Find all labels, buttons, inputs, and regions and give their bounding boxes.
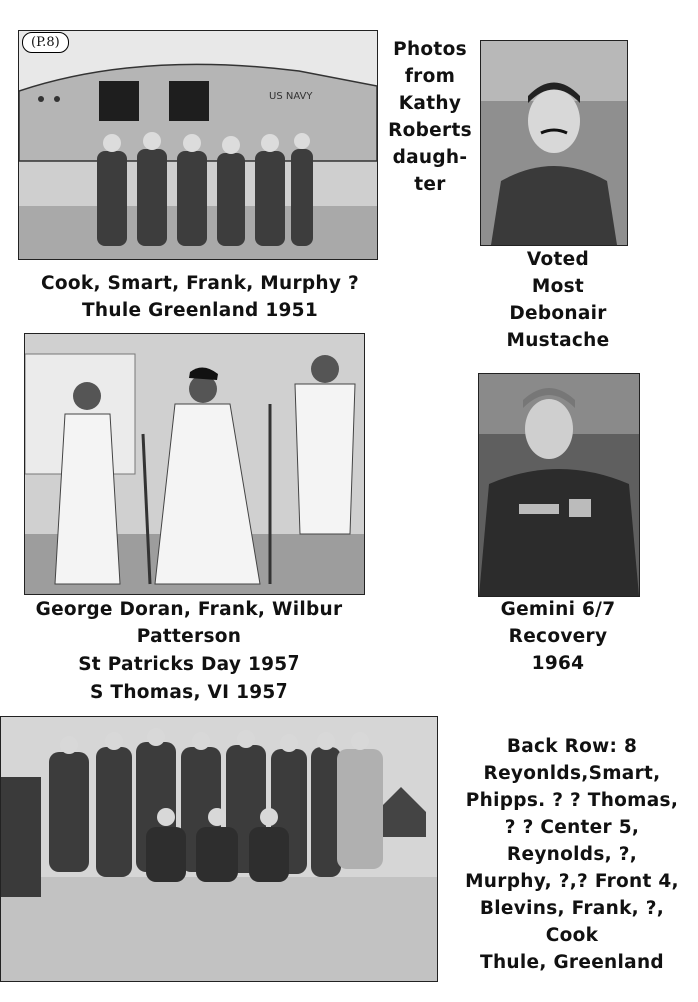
caption-text: St Patricks Day 195 <box>78 654 288 675</box>
caption-line <box>0 678 378 706</box>
photos-from-line: Photos <box>393 39 467 60</box>
caption-line: Cook, Smart, Frank, Murphy ? <box>40 273 360 294</box>
caption-line: Patterson <box>136 626 242 647</box>
caption-line: Reyonlds,Smart, <box>483 763 661 784</box>
caption-line: Back Row: 8 <box>506 736 638 757</box>
photo-mustache-portrait <box>480 40 628 246</box>
photo-thule-group-caption <box>446 733 698 976</box>
caption-line: George Doran, Frank, Wilbur <box>35 599 343 620</box>
caption-line: Voted <box>526 249 590 270</box>
caption-line: Recovery <box>508 626 608 647</box>
photos-from-line: from <box>404 66 456 87</box>
photo-gemini-recovery <box>478 373 640 597</box>
photo-aircraft-group <box>18 30 378 260</box>
caption-text: S Thomas, VI 195 <box>90 682 276 703</box>
photos-from-line: ter <box>414 174 446 195</box>
caption-line: 1964 <box>531 653 585 674</box>
page-number-tag: (P.8) <box>22 32 69 53</box>
caption-line: Thule, Greenland <box>480 952 664 973</box>
handwritten-digit: 7 <box>275 679 288 703</box>
photos-from-line: Kathy <box>398 93 462 114</box>
handwritten-digit: 7 <box>287 651 300 675</box>
caption-line: Blevins, Frank, ?, <box>479 898 665 919</box>
caption-line: Thule Greenland 1951 <box>81 300 319 321</box>
caption-line: Reynolds, ?, <box>506 844 638 865</box>
photo-st-patricks-caption <box>0 596 378 706</box>
photos-from-note <box>378 36 482 198</box>
plane-marking: US NAVY <box>269 91 313 102</box>
caption-line: Murphy, ?,? Front 4, <box>465 871 679 892</box>
caption-line: Gemini 6/7 <box>500 599 616 620</box>
caption-line: Cook <box>545 925 599 946</box>
photo-gemini-caption <box>470 596 646 677</box>
caption-line: Debonair <box>509 303 607 324</box>
caption-line <box>0 650 378 678</box>
photo-st-patricks-day <box>24 333 365 595</box>
photo-thule-group <box>0 716 438 982</box>
caption-line: ? ? Center 5, <box>504 817 640 838</box>
caption-line: Mustache <box>506 330 610 351</box>
photo-aircraft-caption <box>0 270 400 324</box>
photos-from-line: daugh- <box>392 147 468 168</box>
photos-from-line: Roberts <box>388 120 472 141</box>
caption-line: Phipps. ? ? Thomas, <box>465 790 679 811</box>
photo-mustache-caption <box>470 246 646 354</box>
caption-line: Most <box>531 276 585 297</box>
